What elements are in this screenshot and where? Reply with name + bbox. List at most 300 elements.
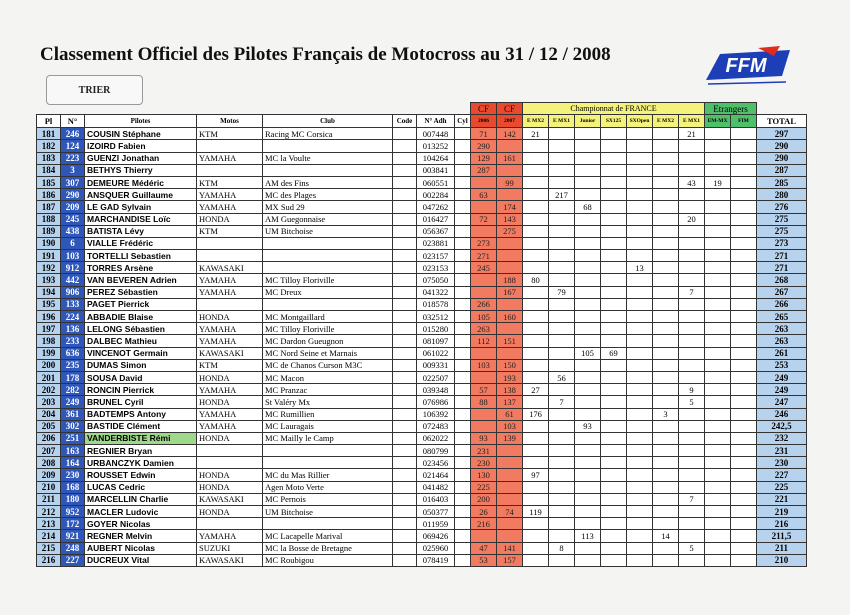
points-emx1-cell — [549, 506, 575, 518]
moto-cell: HONDA — [197, 371, 263, 383]
points-junior-cell — [575, 164, 601, 176]
points-emx1-cell — [549, 250, 575, 262]
points-emx1-cell — [549, 359, 575, 371]
points-fim-cell — [731, 176, 757, 188]
cf-2007-cell — [497, 140, 523, 152]
club-cell: MC Lacapelle Marival — [263, 530, 393, 542]
club-cell: St Valéry Mx — [263, 396, 393, 408]
points-sxopen-cell — [627, 189, 653, 201]
points-emx2-b-cell — [653, 323, 679, 335]
points-emx2-b-cell — [653, 335, 679, 347]
points-emx1-cell — [549, 347, 575, 359]
table-row — [37, 493, 807, 505]
points-fim-cell — [731, 152, 757, 164]
points-emx2-cell — [523, 286, 549, 298]
bib-number-cell: 251 — [61, 432, 85, 444]
points-junior-cell — [575, 408, 601, 420]
club-cell: MC Dardon Gueugnon — [263, 335, 393, 347]
points-em-mx-cell — [705, 396, 731, 408]
points-em-mx-cell — [705, 152, 731, 164]
adh-number-cell: 009331 — [417, 359, 455, 371]
code-cell — [393, 518, 417, 530]
points-em-mx-cell — [705, 457, 731, 469]
col-header-2006[interactable]: 2006 — [471, 115, 497, 128]
points-emx1-cell — [549, 140, 575, 152]
cyl-cell — [455, 396, 471, 408]
cf-2007-cell — [497, 298, 523, 310]
club-cell — [263, 457, 393, 469]
points-junior-cell — [575, 542, 601, 554]
pilot-name-cell: GOYER Nicolas — [85, 518, 197, 530]
points-junior-cell — [575, 493, 601, 505]
points-emx1-b-cell — [679, 189, 705, 201]
points-emx1-cell — [549, 201, 575, 213]
rank-cell: 188 — [37, 213, 61, 225]
points-emx2-cell — [523, 335, 549, 347]
moto-cell: KAWASAKI — [197, 347, 263, 359]
points-emx2-b-cell — [653, 359, 679, 371]
points-em-mx-cell — [705, 189, 731, 201]
code-cell — [393, 213, 417, 225]
points-junior-cell — [575, 152, 601, 164]
points-sxopen-cell — [627, 469, 653, 481]
total-cell: 271 — [757, 250, 807, 262]
points-sx125-cell — [601, 286, 627, 298]
code-cell — [393, 396, 417, 408]
points-em-mx-cell — [705, 237, 731, 249]
adh-number-cell: 080799 — [417, 445, 455, 457]
cf-2007-cell: 157 — [497, 554, 523, 566]
etrangers-header: Etrangers — [705, 103, 757, 115]
club-cell — [263, 262, 393, 274]
cf-2006-cell — [471, 201, 497, 213]
points-sxopen-cell — [627, 347, 653, 359]
pilot-name-cell: IZOIRD Fabien — [85, 140, 197, 152]
points-emx2-b-cell — [653, 384, 679, 396]
points-sx125-cell — [601, 128, 627, 140]
cf-2006-cell — [471, 347, 497, 359]
points-junior-cell — [575, 311, 601, 323]
table-row — [37, 384, 807, 396]
logo-text: FFM — [725, 55, 767, 77]
col-header-sx125[interactable]: SX125 — [601, 115, 627, 128]
col-header-motos[interactable]: Motos — [197, 115, 263, 128]
points-emx1-cell: 56 — [549, 371, 575, 383]
cf-2006-cell: 230 — [471, 457, 497, 469]
points-emx1-b-cell: 9 — [679, 384, 705, 396]
table-row — [37, 506, 807, 518]
total-cell: 211 — [757, 542, 807, 554]
cf-2006-cell: 290 — [471, 140, 497, 152]
col-header-emx2[interactable]: E MX2 — [523, 115, 549, 128]
col-header-num[interactable]: N° — [61, 115, 85, 128]
col-header-emx1[interactable]: E MX1 — [549, 115, 575, 128]
adh-number-cell: 062022 — [417, 432, 455, 444]
moto-cell: YAMAHA — [197, 286, 263, 298]
points-sx125-cell — [601, 554, 627, 566]
points-junior-cell — [575, 506, 601, 518]
cf-2006-cell: 129 — [471, 152, 497, 164]
code-cell — [393, 140, 417, 152]
col-header-emx2-b[interactable]: E MX2 — [653, 115, 679, 128]
total-cell: 247 — [757, 396, 807, 408]
points-emx1-cell — [549, 237, 575, 249]
points-sxopen-cell — [627, 396, 653, 408]
rank-cell: 189 — [37, 225, 61, 237]
col-header-2007[interactable]: 2007 — [497, 115, 523, 128]
cf-2007-cell — [497, 189, 523, 201]
club-cell: MC Dreux — [263, 286, 393, 298]
points-sxopen-cell — [627, 335, 653, 347]
points-fim-cell — [731, 213, 757, 225]
page-title: Classement Officiel des Pilotes Français de Motocross au 31 / 12 / 2008 — [40, 44, 611, 65]
cf-2007-cell: 160 — [497, 311, 523, 323]
cf-2007-cell — [497, 469, 523, 481]
total-cell: 219 — [757, 506, 807, 518]
club-cell: MC Pernois — [263, 493, 393, 505]
pilot-name-cell: LELONG Sébastien — [85, 323, 197, 335]
moto-cell: KTM — [197, 128, 263, 140]
bib-number-cell: 952 — [61, 506, 85, 518]
points-sxopen-cell: 13 — [627, 262, 653, 274]
points-emx1-cell — [549, 384, 575, 396]
points-emx1-cell — [549, 481, 575, 493]
moto-cell — [197, 445, 263, 457]
points-emx2-cell — [523, 201, 549, 213]
cyl-cell — [455, 286, 471, 298]
points-emx2-cell: 21 — [523, 128, 549, 140]
club-cell: Racing MC Corsica — [263, 128, 393, 140]
points-sx125-cell — [601, 250, 627, 262]
points-fim-cell — [731, 201, 757, 213]
points-fim-cell — [731, 335, 757, 347]
sort-button[interactable]: TRIER — [46, 75, 143, 105]
points-emx1-b-cell — [679, 371, 705, 383]
col-header-adh[interactable]: N° Adh — [417, 115, 455, 128]
points-em-mx-cell — [705, 530, 731, 542]
points-sxopen-cell — [627, 408, 653, 420]
total-cell: 261 — [757, 347, 807, 359]
cf-2006-cell: 47 — [471, 542, 497, 554]
points-emx2-cell — [523, 542, 549, 554]
cf-2006-cell: 271 — [471, 250, 497, 262]
code-cell — [393, 201, 417, 213]
bib-number-cell: 307 — [61, 176, 85, 188]
points-junior-cell: 68 — [575, 201, 601, 213]
total-cell: 290 — [757, 140, 807, 152]
table-row — [37, 274, 807, 286]
bib-number-cell: 290 — [61, 189, 85, 201]
points-emx2-b-cell — [653, 298, 679, 310]
points-junior-cell — [575, 469, 601, 481]
bib-number-cell: 906 — [61, 286, 85, 298]
points-emx2-b-cell — [653, 189, 679, 201]
cyl-cell — [455, 298, 471, 310]
points-emx2-cell — [523, 530, 549, 542]
table-row — [37, 420, 807, 432]
col-header-fim[interactable]: FIM — [731, 115, 757, 128]
points-sx125-cell — [601, 274, 627, 286]
code-cell — [393, 359, 417, 371]
cyl-cell — [455, 457, 471, 469]
points-em-mx-cell — [705, 445, 731, 457]
moto-cell: YAMAHA — [197, 530, 263, 542]
rank-cell: 210 — [37, 481, 61, 493]
moto-cell: KTM — [197, 176, 263, 188]
points-junior-cell — [575, 128, 601, 140]
points-junior-cell — [575, 140, 601, 152]
total-cell: 216 — [757, 518, 807, 530]
points-emx2-b-cell — [653, 225, 679, 237]
points-sx125-cell — [601, 323, 627, 335]
cyl-cell — [455, 335, 471, 347]
rank-cell: 181 — [37, 128, 61, 140]
points-em-mx-cell — [705, 213, 731, 225]
points-emx2-cell — [523, 347, 549, 359]
table-row — [37, 469, 807, 481]
bib-number-cell: 163 — [61, 445, 85, 457]
ranking-table — [36, 102, 807, 567]
moto-cell: SUZUKI — [197, 542, 263, 554]
table-row — [37, 396, 807, 408]
points-emx1-b-cell — [679, 250, 705, 262]
col-header-emx1-b[interactable]: E MX1 — [679, 115, 705, 128]
adh-number-cell: 023881 — [417, 237, 455, 249]
total-cell: 263 — [757, 335, 807, 347]
cyl-cell — [455, 140, 471, 152]
cf-2007-cell: 74 — [497, 506, 523, 518]
moto-cell — [197, 140, 263, 152]
points-emx1-cell: 7 — [549, 396, 575, 408]
points-em-mx-cell — [705, 408, 731, 420]
cyl-cell — [455, 201, 471, 213]
adh-number-cell: 081097 — [417, 335, 455, 347]
points-junior-cell — [575, 323, 601, 335]
pilot-name-cell: REGNER Melvin — [85, 530, 197, 542]
col-header-junior[interactable]: Junior — [575, 115, 601, 128]
points-fim-cell — [731, 262, 757, 274]
col-header-code[interactable]: Code — [393, 115, 417, 128]
code-cell — [393, 164, 417, 176]
points-sx125-cell — [601, 420, 627, 432]
cf-2006-cell: 105 — [471, 311, 497, 323]
points-fim-cell — [731, 140, 757, 152]
points-em-mx-cell — [705, 347, 731, 359]
total-cell: 249 — [757, 371, 807, 383]
pilot-name-cell: VAN BEVEREN Adrien — [85, 274, 197, 286]
table-row — [37, 225, 807, 237]
points-em-mx-cell — [705, 493, 731, 505]
bib-number-cell: 921 — [61, 530, 85, 542]
col-header-pilotes[interactable]: Pilotes — [85, 115, 197, 128]
points-emx1-b-cell — [679, 408, 705, 420]
club-cell: AM Guegonnaise — [263, 213, 393, 225]
cyl-cell — [455, 152, 471, 164]
pilot-name-cell: BADTEMPS Antony — [85, 408, 197, 420]
cf-2007-cell: 103 — [497, 420, 523, 432]
col-header-cyl[interactable]: Cyl — [455, 115, 471, 128]
col-header-club[interactable]: Club — [263, 115, 393, 128]
total-cell: 211,5 — [757, 530, 807, 542]
code-cell — [393, 542, 417, 554]
points-emx2-cell — [523, 420, 549, 432]
code-cell — [393, 298, 417, 310]
cf-2006-cell — [471, 225, 497, 237]
points-emx1-b-cell — [679, 432, 705, 444]
points-em-mx-cell — [705, 506, 731, 518]
points-em-mx-cell — [705, 262, 731, 274]
adh-number-cell: 104264 — [417, 152, 455, 164]
points-em-mx-cell — [705, 384, 731, 396]
points-emx2-b-cell — [653, 286, 679, 298]
table-row — [37, 554, 807, 566]
points-sx125-cell — [601, 225, 627, 237]
cyl-cell — [455, 213, 471, 225]
adh-number-cell: 021464 — [417, 469, 455, 481]
cf-2007-cell — [497, 262, 523, 274]
bib-number-cell: 233 — [61, 335, 85, 347]
bib-number-cell: 136 — [61, 323, 85, 335]
club-cell: MC Lauragais — [263, 420, 393, 432]
cyl-cell — [455, 323, 471, 335]
points-emx2-b-cell — [653, 469, 679, 481]
club-cell — [263, 237, 393, 249]
points-sxopen-cell — [627, 225, 653, 237]
moto-cell: KAWASAKI — [197, 554, 263, 566]
cf-2007-cell: 142 — [497, 128, 523, 140]
points-fim-cell — [731, 518, 757, 530]
table-body — [37, 128, 807, 567]
pilot-name-cell: BRUNEL Cyril — [85, 396, 197, 408]
bib-number-cell: 124 — [61, 140, 85, 152]
points-emx1-cell — [549, 420, 575, 432]
table-row — [37, 408, 807, 420]
points-sx125-cell — [601, 408, 627, 420]
points-emx2-cell: 97 — [523, 469, 549, 481]
col-header-pl[interactable]: Pl — [37, 115, 61, 128]
cf-2006-cell: 71 — [471, 128, 497, 140]
bib-number-cell: 636 — [61, 347, 85, 359]
cyl-cell — [455, 542, 471, 554]
col-header-sxopen[interactable]: SXOpen — [627, 115, 653, 128]
table-row — [37, 201, 807, 213]
bib-number-cell: 178 — [61, 371, 85, 383]
adh-number-cell: 018578 — [417, 298, 455, 310]
points-emx2-b-cell — [653, 457, 679, 469]
adh-number-cell: 016403 — [417, 493, 455, 505]
pilot-name-cell: DEMEURE Médéric — [85, 176, 197, 188]
points-sxopen-cell — [627, 530, 653, 542]
points-sx125-cell — [601, 371, 627, 383]
points-junior-cell — [575, 250, 601, 262]
pilot-name-cell: ABBADIE Blaise — [85, 311, 197, 323]
points-fim-cell — [731, 530, 757, 542]
pilot-name-cell: LE GAD Sylvain — [85, 201, 197, 213]
bib-number-cell: 282 — [61, 384, 85, 396]
points-emx2-cell: 80 — [523, 274, 549, 286]
points-emx1-b-cell — [679, 506, 705, 518]
points-emx2-b-cell — [653, 164, 679, 176]
col-header-total[interactable]: TOTAL — [757, 115, 807, 128]
points-emx2-cell — [523, 311, 549, 323]
points-em-mx-cell — [705, 335, 731, 347]
points-junior-cell — [575, 457, 601, 469]
bib-number-cell: 133 — [61, 298, 85, 310]
col-header-em-mx[interactable]: EM-MX — [705, 115, 731, 128]
adh-number-cell: 023153 — [417, 262, 455, 274]
points-sx125-cell — [601, 530, 627, 542]
points-sx125-cell — [601, 189, 627, 201]
points-emx2-cell — [523, 432, 549, 444]
points-sxopen-cell — [627, 311, 653, 323]
bib-number-cell: 230 — [61, 469, 85, 481]
moto-cell: YAMAHA — [197, 323, 263, 335]
club-cell: AM des Fins — [263, 176, 393, 188]
points-em-mx-cell — [705, 164, 731, 176]
moto-cell: HONDA — [197, 311, 263, 323]
points-emx1-cell — [549, 176, 575, 188]
points-sxopen-cell — [627, 323, 653, 335]
bib-number-cell: 6 — [61, 237, 85, 249]
points-fim-cell — [731, 311, 757, 323]
points-fim-cell — [731, 359, 757, 371]
total-cell: 267 — [757, 286, 807, 298]
points-sxopen-cell — [627, 371, 653, 383]
moto-cell: HONDA — [197, 481, 263, 493]
points-emx2-b-cell — [653, 213, 679, 225]
table-row — [37, 189, 807, 201]
cf-2006-cell: 93 — [471, 432, 497, 444]
table-row — [37, 323, 807, 335]
club-cell: MC Nord Seine et Marnais — [263, 347, 393, 359]
pilot-name-cell: GUENZI Jonathan — [85, 152, 197, 164]
points-sx125-cell — [601, 152, 627, 164]
adh-number-cell: 060551 — [417, 176, 455, 188]
cyl-cell — [455, 176, 471, 188]
rank-cell: 199 — [37, 347, 61, 359]
points-emx2-cell — [523, 518, 549, 530]
cf-2007-cell: 193 — [497, 371, 523, 383]
points-sxopen-cell — [627, 176, 653, 188]
points-emx1-b-cell — [679, 237, 705, 249]
points-emx2-b-cell — [653, 371, 679, 383]
points-emx1-cell — [549, 152, 575, 164]
points-fim-cell — [731, 457, 757, 469]
points-emx1-b-cell: 7 — [679, 493, 705, 505]
points-junior-cell — [575, 518, 601, 530]
code-cell — [393, 237, 417, 249]
points-fim-cell — [731, 164, 757, 176]
pilot-name-cell: DUMAS Simon — [85, 359, 197, 371]
table-row — [37, 213, 807, 225]
table-row — [37, 164, 807, 176]
points-sxopen-cell — [627, 152, 653, 164]
points-sxopen-cell — [627, 359, 653, 371]
pilot-name-cell: MACLER Ludovic — [85, 506, 197, 518]
points-sx125-cell — [601, 237, 627, 249]
points-sx125-cell — [601, 335, 627, 347]
points-sxopen-cell — [627, 432, 653, 444]
rank-cell: 211 — [37, 493, 61, 505]
points-sxopen-cell — [627, 493, 653, 505]
points-sxopen-cell — [627, 298, 653, 310]
moto-cell: KAWASAKI — [197, 262, 263, 274]
club-cell: MC du Mas Rillier — [263, 469, 393, 481]
total-cell: 287 — [757, 164, 807, 176]
adh-number-cell: 041322 — [417, 286, 455, 298]
table-row — [37, 457, 807, 469]
pilot-name-cell: TORTELLI Sebastien — [85, 250, 197, 262]
